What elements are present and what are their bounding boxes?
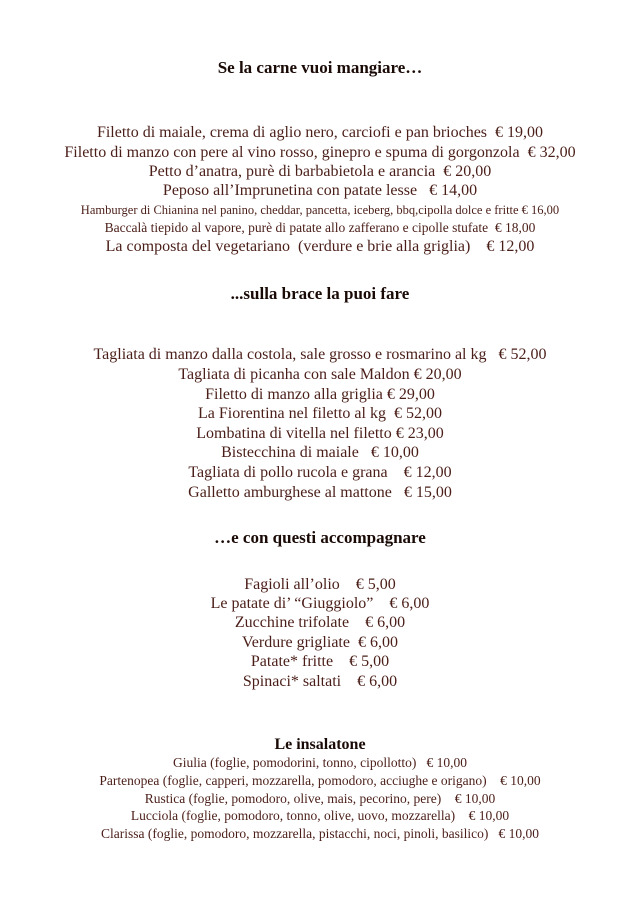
menu-item: Lucciola (foglie, pomodoro, tonno, olive, uovo, mozzarella) € 10,00 [130,808,510,823]
menu-item: Lombatina di vitella nel filetto € 23,00 [196,425,444,442]
menu-item: Bistecchina di maiale € 10,00 [221,444,419,461]
menu-item: Rustica (foglie, pomodoro, olive, mais, pecorino, pere) € 10,00 [144,791,496,806]
section-title-insalatone: Le insalatone [274,736,366,753]
menu-item: Tagliata di pollo rucola e grana € 12,00 [188,464,452,481]
menu-item: Fagioli all’olio € 5,00 [244,576,396,593]
menu-item: Galletto amburghese al mattone € 15,00 [188,484,452,501]
section-title-brace: ...sulla brace la puoi fare [230,284,410,303]
section-title-carne: Se la carne vuoi mangiare… [217,58,423,77]
menu-item: Peposo all’Imprunetina con patate lesse € 14,00 [162,182,478,199]
menu-item: Clarissa (foglie, pomodoro, mozzarella, pistacchi, noci, pinoli, basilico) € 10,00 [101,826,539,841]
menu-item: Patate* fritte € 5,00 [250,653,390,670]
menu-item: La Fiorentina nel filetto al kg € 52,00 [198,405,442,422]
menu-item: Petto d’anatra, purè di barbabietola e arancia € 20,00 [148,163,492,180]
menu-item: Filetto di maiale, crema di aglio nero, carciofi e pan brioches € 19,00 [96,124,544,141]
menu-item: Baccalà tiepido al vapore, purè di patate allo zafferano e cipolle stufate € 18,00 [104,220,536,235]
menu-item: Spinaci* saltati € 6,00 [242,673,398,690]
menu-item: Verdure grigliate € 6,00 [242,634,398,651]
menu-item: La composta del vegetariano (verdure e brie alla griglia) € 12,00 [105,238,535,255]
menu-item: Zucchine trifolate € 6,00 [234,614,406,631]
section-title-accompagnare: …e con questi accompagnare [214,528,426,547]
menu-item: Filetto di manzo con pere al vino rosso, ginepro e spuma di gorgonzola € 32,00 [64,144,576,161]
menu-item: Tagliata di manzo dalla costola, sale grosso e rosmarino al kg € 52,00 [93,346,547,363]
menu-item: Hamburger di Chianina nel panino, cheddar, pancetta, iceberg, bbq,cipolla dolce e fritte € 16,00 [80,203,560,217]
menu-item: Tagliata di picanha con sale Maldon € 20,00 [178,366,462,383]
menu-item: Giulia (foglie, pomodorini, tonno, cipollotto) € 10,00 [173,755,467,770]
menu-item: Le patate di’ “Giuggiolo” € 6,00 [210,595,430,612]
menu-item: Partenopea (foglie, capperi, mozzarella, pomodoro, acciughe e origano) € 10,00 [99,773,541,788]
menu-item: Filetto di manzo alla griglia € 29,00 [205,386,435,403]
